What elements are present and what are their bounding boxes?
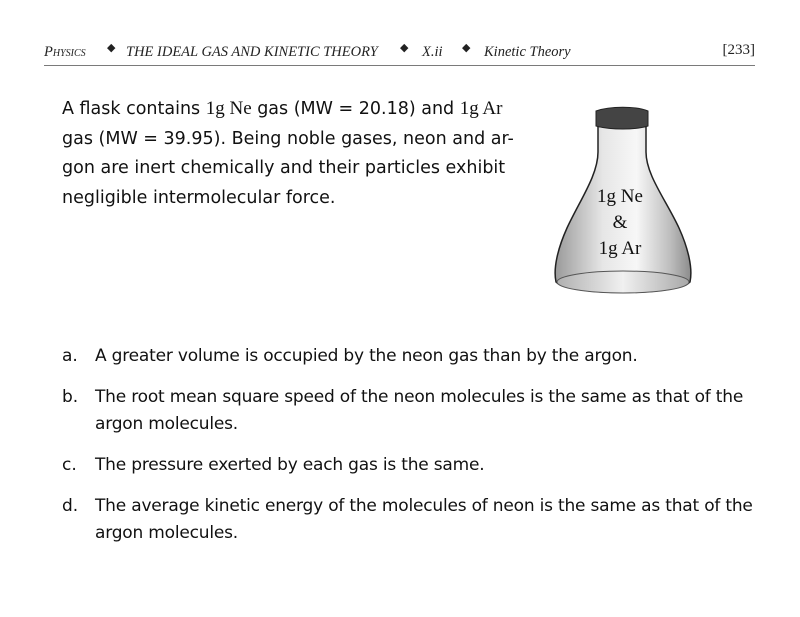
bullet-separator-icon: ◆ xyxy=(400,42,409,54)
intro-line-2: gas (MW = 39.95). Being noble gases, neon and ar- xyxy=(62,128,514,149)
option-c[interactable] xyxy=(62,452,762,479)
header-subject: Physics xyxy=(44,44,86,60)
option-letter: d. xyxy=(62,496,79,516)
page-number: [233] xyxy=(722,42,755,58)
answer-options xyxy=(62,343,762,561)
mass-ne: 1g Ne xyxy=(205,98,252,119)
option-text: The average kinetic energy of the molecules of neon is the same as that of the argon molecules. xyxy=(95,496,753,543)
header-topic: Kinetic Theory xyxy=(484,44,571,60)
bullet-separator-icon: ◆ xyxy=(462,42,471,54)
bullet-separator-icon: ◆ xyxy=(107,42,116,54)
flask-label-ar: 1g Ar xyxy=(598,238,642,259)
option-letter: b. xyxy=(62,387,79,407)
header-rule xyxy=(44,65,755,66)
option-text: A greater volume is occupied by the neon gas than by the argon. xyxy=(95,346,638,366)
running-header xyxy=(44,40,755,64)
intro-line-3: gon are inert chemically and their particles exhibit xyxy=(62,158,506,178)
option-b[interactable] xyxy=(62,384,762,438)
header-chapter: THE IDEAL GAS AND KINETIC THEORY xyxy=(126,44,378,60)
intro-line-4: negligible intermolecular force. xyxy=(62,187,336,208)
flask-label-ne: 1g Ne xyxy=(597,186,643,207)
option-text: The pressure exerted by each gas is the same. xyxy=(95,455,485,475)
header-section: X.ii xyxy=(422,44,443,60)
intro-line-1: A flask contains 1g Ne gas (MW = 20.18) and 1g Ar xyxy=(62,98,503,119)
option-text: The root mean square speed of the neon molecules is the same as that of the argon molecules. xyxy=(95,387,744,434)
option-d[interactable] xyxy=(62,493,762,547)
flask-label-ampersand: & xyxy=(612,212,628,233)
option-letter: a. xyxy=(62,346,78,366)
problem-intro xyxy=(62,94,542,213)
option-a[interactable] xyxy=(62,343,762,370)
option-letter: c. xyxy=(62,455,77,475)
mass-ar: 1g Ar xyxy=(459,98,503,119)
